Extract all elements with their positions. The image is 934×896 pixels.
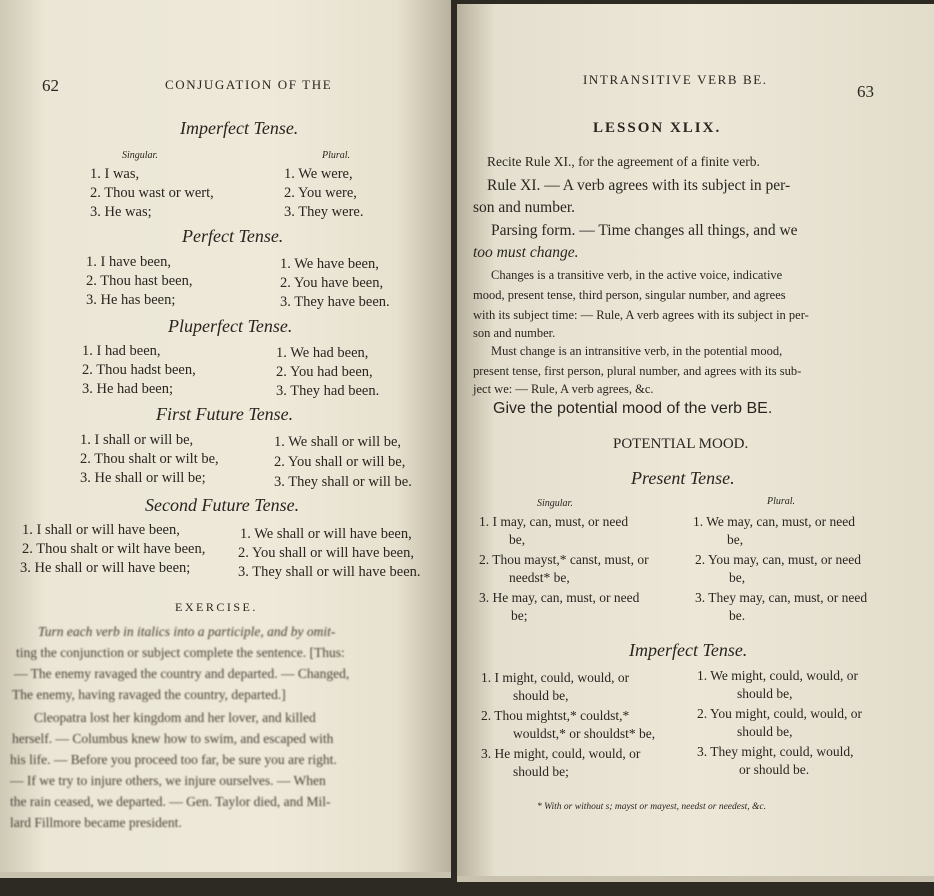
conj-row-plural: 2. You shall or will have been,: [238, 545, 414, 561]
must-line: present tense, first person, plural number, and agrees with its sub-: [473, 364, 802, 378]
conj-row-singular-cont: be;: [511, 608, 528, 623]
conj-row-plural-cont: be,: [727, 532, 744, 547]
conj-row-plural: 2. You might, could, would, or: [697, 706, 863, 721]
exercise-line: his life. — Before you proceed too far, be sure you are right.: [10, 752, 337, 767]
running-head-right: INTRANSITIVE VERB BE.: [583, 72, 768, 87]
conj-row-singular: 3. He shall or will be;: [80, 470, 206, 486]
conj-row-plural-cont: be.: [729, 608, 746, 623]
conj-row-singular: 3. He may, can, must, or need: [479, 590, 640, 605]
conj-row-plural-cont: or should be.: [739, 762, 810, 777]
conj-row-plural: 3. They had been.: [276, 383, 380, 399]
column-label-singular: Singular.: [122, 150, 158, 161]
exercise-line: — The enemy ravaged the country and departed. — Changed,: [14, 666, 350, 681]
conj-row-singular: 2. Thou mightst,* couldst,*: [481, 708, 630, 723]
conj-row-singular: 3. He had been;: [82, 381, 173, 397]
tense-title-first-future: First Future Tense.: [156, 404, 294, 424]
conj-row-singular: 2. Thou hast been,: [86, 273, 193, 289]
changes-line: mood, present tense, third person, singular number, and agrees: [473, 288, 786, 302]
conj-row-plural: 3. They may, can, must, or need: [695, 590, 868, 605]
running-head-left: CONJUGATION OF THE: [165, 77, 333, 92]
conj-row-plural: 3. They shall or will have been.: [238, 564, 421, 580]
tense-title-present: Present Tense.: [631, 468, 735, 488]
changes-line: Changes is a transitive verb, in the active voice, indicative: [491, 268, 783, 282]
conj-row-plural: 1. We were,: [284, 166, 353, 182]
lesson-title: LESSON XLIX.: [593, 120, 722, 136]
exercise-line: — If we try to injure others, we injure ourselves. — When: [10, 773, 326, 788]
tense-title-imperfect: Imperfect Tense.: [180, 118, 299, 138]
exercise-line: Turn each verb in italics into a participle, and by omit-: [38, 624, 336, 639]
conj-row-singular: 2. Thou mayst,* canst, must, or: [479, 552, 649, 567]
conj-row-singular-cont: be,: [509, 532, 526, 547]
conj-row-singular: 1. I may, can, must, or need: [479, 514, 629, 529]
exercise-line: the rain ceased, we departed. — Gen. Taylor died, and Mil-: [10, 794, 331, 809]
conj-row-plural: 3. They shall or will be.: [274, 474, 412, 490]
page-number-right: 63: [857, 82, 874, 101]
column-label-plural: Plural.: [767, 496, 796, 507]
parsing-line: too must change.: [473, 244, 579, 261]
conj-row-singular: 1. I shall or will be,: [80, 432, 194, 448]
exercise-line: The enemy, having ravaged the country, departed.]: [12, 687, 286, 702]
exercise-line: herself. — Columbus knew how to swim, and escaped with: [12, 731, 334, 746]
conj-row-plural: 1. We might, could, would, or: [697, 668, 859, 683]
conj-row-plural: 1. We have been,: [280, 256, 379, 272]
conj-row-singular: 2. Thou wast or wert,: [90, 185, 214, 201]
conj-row-singular-cont: should be,: [513, 688, 569, 703]
conj-row-singular: 3. He was;: [90, 204, 152, 220]
tense-title-second-future: Second Future Tense.: [145, 495, 300, 515]
conj-row-singular: 2. Thou hadst been,: [82, 362, 196, 378]
conj-row-singular: 3. He has been;: [86, 292, 176, 308]
conj-row-singular: 1. I was,: [90, 166, 140, 182]
conj-row-singular: 1. I have been,: [86, 254, 171, 270]
must-line: ject we: — Rule, A verb agrees, &c.: [473, 382, 654, 396]
conj-row-singular-cont: wouldst,* or shouldst* be,: [513, 726, 656, 741]
right-page: [457, 4, 934, 882]
column-label-singular: Singular.: [537, 498, 573, 509]
conj-row-plural: 2. You have been,: [280, 275, 384, 291]
exercise-line: Cleopatra lost her kingdom and her lover, and killed: [34, 710, 316, 725]
conj-row-plural-cont: be,: [729, 570, 746, 585]
conj-row-singular-cont: needst* be,: [509, 570, 570, 585]
conj-row-singular: 1. I had been,: [82, 343, 161, 359]
exercise-line: ting the conjunction or subject complete the sentence. [Thus:: [16, 645, 345, 660]
conj-row-plural: 3. They have been.: [280, 294, 390, 310]
rule-line: Rule XI. — A verb agrees with its subject in per-: [487, 177, 791, 194]
exercise-title: EXERCISE.: [175, 600, 258, 614]
changes-line: with its subject time: — Rule, A verb agrees with its subject in per-: [473, 308, 809, 322]
rule-line: son and number.: [473, 199, 576, 216]
conj-row-plural: 2. You had been,: [276, 364, 373, 380]
conj-row-plural-cont: should be,: [737, 686, 793, 701]
conj-row-singular: 3. He shall or will have been;: [20, 560, 191, 576]
mood-title: POTENTIAL MOOD.: [613, 436, 749, 452]
conj-row-plural: 1. We shall or will be,: [274, 434, 402, 450]
conj-row-plural: 2. You were,: [284, 185, 357, 201]
conj-row-singular-cont: should be;: [513, 764, 569, 779]
footnote: * With or without s; mayst or mayest, needst or needest, &c.: [537, 802, 767, 812]
recite-line: Recite Rule XI., for the agreement of a finite verb.: [487, 154, 760, 169]
conj-row-singular: 1. I might, could, would, or: [481, 670, 630, 685]
conj-row-singular: 3. He might, could, would, or: [481, 746, 641, 761]
conj-row-plural: 1. We may, can, must, or need: [693, 514, 855, 529]
tense-title-imperfect-potential: Imperfect Tense.: [629, 640, 748, 660]
conj-row-plural: 3. They might, could, would,: [697, 744, 854, 759]
must-line: Must change is an intransitive verb, in the potential mood,: [491, 344, 783, 358]
instruction-line: Give the potential mood of the verb BE.: [493, 400, 773, 417]
changes-line: son and number.: [473, 326, 556, 340]
parsing-line: Parsing form. — Time changes all things, and we: [491, 222, 798, 239]
conj-row-plural: 1. We had been,: [276, 345, 369, 361]
conj-row-plural: 3. They were.: [284, 204, 364, 220]
tense-title-pluperfect: Pluperfect Tense.: [168, 316, 293, 336]
conj-row-plural: 1. We shall or will have been,: [240, 526, 412, 542]
conj-row-plural-cont: should be,: [737, 724, 793, 739]
tense-title-perfect: Perfect Tense.: [182, 226, 284, 246]
left-page: [0, 0, 451, 878]
conj-row-singular: 2. Thou shalt or wilt have been,: [22, 541, 206, 557]
conj-row-plural: 2. You may, can, must, or need: [695, 552, 861, 567]
page-number-left: 62: [42, 76, 59, 95]
exercise-line: lard Fillmore became president.: [10, 815, 182, 830]
conj-row-plural: 2. You shall or will be,: [274, 454, 406, 470]
column-label-plural: Plural.: [322, 150, 351, 161]
conj-row-singular: 2. Thou shalt or wilt be,: [80, 451, 219, 467]
conj-row-singular: 1. I shall or will have been,: [22, 522, 180, 538]
